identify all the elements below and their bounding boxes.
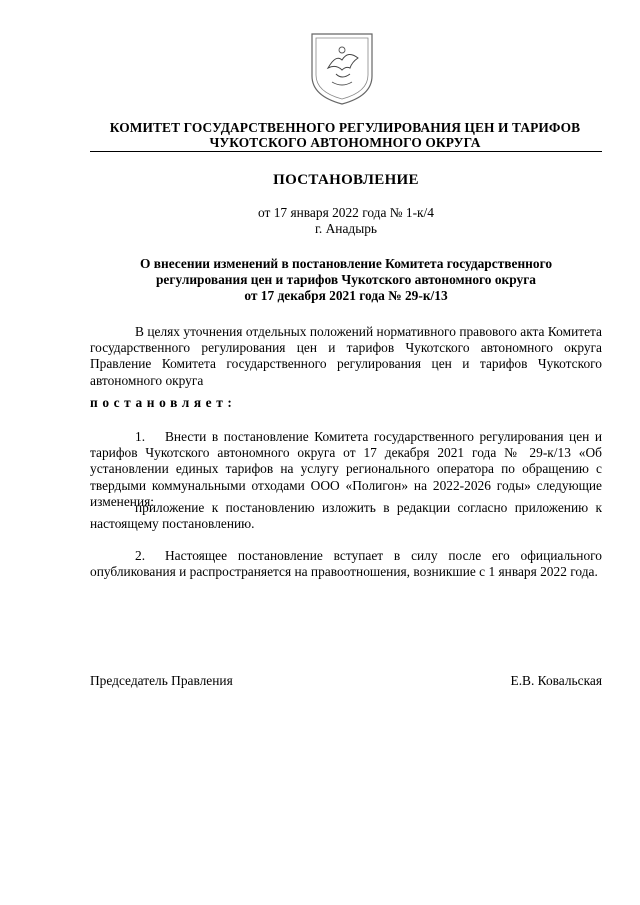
- header-line-2: ЧУКОТСКОГО АВТОНОМНОГО ОКРУГА: [209, 135, 481, 150]
- header-divider: [90, 151, 602, 152]
- decree-word: постановляет:: [90, 395, 237, 410]
- header-line-1: КОМИТЕТ ГОСУДАРСТВЕННОГО РЕГУЛИРОВАНИЯ ЦЕН И ТАРИФОВ: [109, 120, 581, 135]
- list-item-2-number: 2.: [135, 548, 146, 563]
- list-item-2: [90, 548, 602, 580]
- subject-line-1: О внесении изменений в постановление Комитета государственного: [139, 256, 553, 271]
- list-item-1-number: 1.: [135, 429, 146, 444]
- committee-header: [90, 120, 600, 150]
- signatory-name: Е.В. Ковальская: [510, 673, 602, 688]
- list-item-1-subclause: приложение к постановлению изложить в редакции согласно приложению к настоящему постановлению.: [90, 500, 602, 532]
- intro-paragraph: В целях уточнения отдельных положений нормативного правового акта Комитета государственного регулирования цен и тарифов Чукотского автономного округа Правление Комитета государственного регулирования цен и тарифов Чукотского автономного округа: [90, 324, 602, 388]
- document-subject: [90, 256, 602, 304]
- subject-line-2: регулирования цен и тарифов Чукотского автономного округа: [155, 272, 537, 287]
- document-city: г. Анадырь: [314, 221, 378, 236]
- document-date-number: от 17 января 2022 года № 1-к/4: [258, 205, 434, 220]
- coat-of-arms-icon: [306, 28, 378, 108]
- list-item-1-text: Внести в постановление Комитета государственного регулирования цен и тарифов Чукотского автономного округа от 17 декабря 2021 года № 29-к/13 «Об установлении единых тарифов на услугу регионального оператора по обращению с твердыми коммунальными отходами ООО «Полигон» на 2022-2026 годы» следующие изменения:: [90, 429, 602, 509]
- document-type: ПОСТАНОВЛЕНИЕ: [273, 172, 419, 188]
- subject-line-3: от 17 декабря 2021 года № 29-к/13: [244, 288, 448, 303]
- list-item-1: [90, 429, 602, 510]
- list-item-2-text: Настоящее постановление вступает в силу после его официального опубликования и распространяется на правоотношения, возникшие с 1 января 2022 года.: [90, 548, 602, 580]
- signatory-position: Председатель Правления: [90, 673, 233, 688]
